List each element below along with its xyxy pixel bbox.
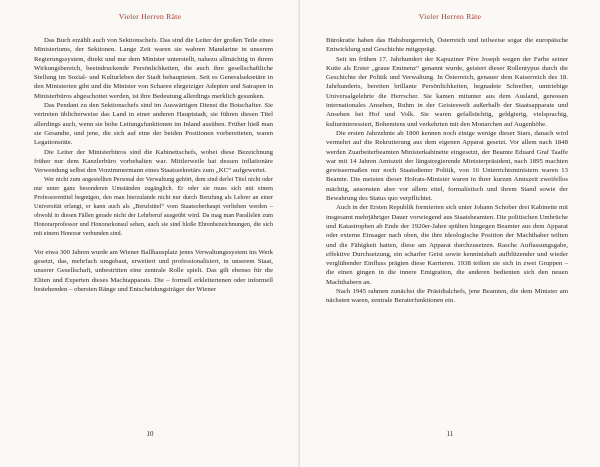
running-header-right: Vieler Herren Räte: [418, 12, 482, 21]
paragraph-kabinettschefs: Die Leiter der Ministerbüros sind die Kabinettschefs, wobei diese Bezeichnung früher nur dem Kanzlerbüro vorbehalten war. Mittlerweile hat dessen inflationäre Verwendung selbst den Vorzimmermann eines Staatssekretärs zum „KC“ aufgewertet.: [34, 148, 273, 175]
paragraph-graue-eminenz: Seit im frühen 17. Jahrhundert der Kapuziner Père Joseph wegen der Farbe seiner Kutte als Erster „graue Eminenz“ genannt wurde, geistert dieser Rollentypus durch die Geschichte der Politik und Verwaltung. In Österreich, genauer dem Kaiserreich des 18. Jahrhunderts, bereiten brillante Persönlichkeiten, begnadete Schreiber, umtriebige Universalgelehrte die Herrscher. Sie kamen mitunter aus dem Ausland, genossen internationales Ansehen, Ruhm in der Geisteswelt außerhalb der Staatsapparate und Ansehen bei Hof und Volk. Sie waren gefallsüchtig, geldgierig, vielsprachig, kulturinteressiert, Bohemiens und verkehrten mit den Monarchen auf Augenhöhe.: [326, 55, 568, 128]
paragraph-erste-republik: Auch in der Ersten Republik formierten sich unter Johann Schober drei Kabinette mit insgesamt mehrjähriger Dauer vorwiegend aus Staatsbeamten. Die politischen Umbrüche und Katastrophen ab Ende der 1920er-Jahre spülten hingegen Beamter aus dem Apparat oder externe Einsager nach oben, die ihre ideologische Position der Machthaber teilten und die Fähigkeit hatten, diese am Apparat durchzusetzen. Rasche Auffassungsgabe, effektive Durchsetzung, ein scharfer Geist sowie kenntnishaft aufblitzender und wieder verglühender Einfluss prägten diese Karrieren. 1938 teilten sie sich in zwei Gruppen – die einen gingen in die innere Emigration, die anderen bedienten sich den neuen Machthabern an.: [326, 204, 568, 286]
page-number-right: 11: [446, 430, 454, 438]
paragraph-professorentitel: Wer nicht zum angestellten Personal der Verwaltung gehört, dem sind derlei Titel nicht oder nur unter ganz besonderen Umständen zugänglich. Er oder sie muss sich mit einem Professorentitel begnügen, den man hierzulande nicht nur durch Berufung als Lehrer an einer Universität erlangt, er kann auch als „Berufstitel“ vom Staatsoberhaupt verliehen werden – obwohl in diesen Fällen gerade nicht der Lehrberuf ausgeübt wird. Da mag man Parallelen zum Honorarprofessor und Honorarkonsul sehen, auch sie sind bloße Ehrenbezeichnungen, die sich mit einem Honorar verbunden sind.: [34, 176, 273, 238]
paragraph-sektionschefs: Das Buch erzählt auch von Sektionschefs. Das sind die Leiter der großen Teile eines Ministeriums, der Sektionen. Lange Zeit waren sie wahren Mandarine in unserem Regierungssystem, direkt und nur dem Minister unterstellt, nahezu allmächtig in ihrem Wirkungsbereich, beeindruckende Persönlichkeiten, die auch ihre gesellschaftliche Stellung im Sozial- und Kulturleben der Stadt behaupteten. Seit es Generalsekretäre in den Ministerien gibt und die Minister von Scharen ehrgeiziger Adepten und Satrapen in Ministerbüros abgeschottet werden, ist ihre Bedeutung allerdings merklich gesunken.: [34, 37, 273, 100]
right-page: [300, 0, 600, 467]
running-header-left: Vieler Herren Räte: [118, 12, 182, 21]
paragraph-1800: Die ersten Jahrzehnte ab 1800 kennen noch einige wenige dieser Stars, danach wird vermehrt auf die Rekrutierung aus dem eigenen Apparat gesetzt. Vor allem nach 1848 werden Zuarbeiterbeamten Ministerkabinette eingesetzt, der Beamte Eduard Graf Taaffe war mit 14 Jahren Amtszeit der längstregierende Ministerpräsident, nach 1895 machten gewissermaßen nur noch Staatsdiener Politik, von 16 Unterrichtsministern waren 13 Beamte. Die meisten dieser Hofrats-Minister waren in ihrer kurzen Amtszeit zweifellos mächtig, ansonsten aber vor allem eitel, formalistisch und ihrem Stand sowie der Bewahrung des Status quo verpflichtet.: [326, 129, 568, 203]
left-page-body: [34, 36, 273, 294]
paragraph-ballhausplatz: Vor etwa 300 Jahren wurde am Wiener Ballhausplatz jenes Verwaltungssystem ins Werk gesetzt, das, mehrfach umgebaut, erweitert und professionalisiert, in unserem Staat, unserer Gesellschaft, unbestritten eine zentrale Rolle spielt. Das gilt ebenso für die Eliten und Experten dieses Machtapparats. Die – formell erkleitertenen oder informell bestehenden – obersten Ränge und Entscheidungsträger der Wiener: [34, 248, 273, 293]
right-page-body: [326, 36, 568, 306]
paragraph-botschafter: Das Pendant zu den Sektionschefs sind im Auswärtigen Dienst die Botschafter. Sie vertreten üblicherweise das Land in einer anderen Hauptstadt, sie führen diesen Titel allerdings auch, wenn sie bohe Leitungsfunktionen im Inland ausüben. Früher hieß man sie Gesandte, und jene, die sich auf eine der beiden Positionen vorbereiteten, waren Legationsräte.: [34, 102, 273, 147]
paragraph-1945: Nach 1945 rahmen zunächst die Präsidialchefs, jene Beamten, die dem Minister am nächsten waren, zentrale Beraterfunktionen ein.: [326, 288, 568, 305]
page-number-left: 10: [146, 430, 154, 438]
paragraph-habsburgerreich: Bürokratie haben das Habsburgerreich, Österreich und teilweise sogar die europäische Entwicklung und Geschichte mitgeprägt.: [326, 37, 568, 54]
